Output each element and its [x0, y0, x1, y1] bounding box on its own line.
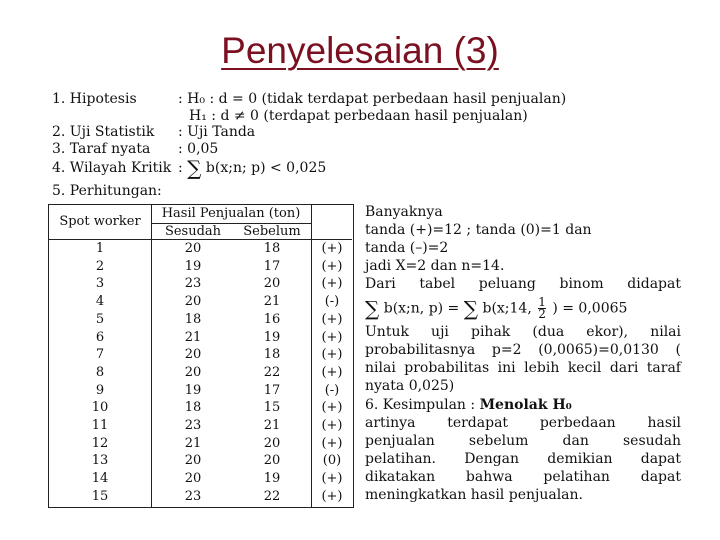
- explain-line-10: nyata 0,025): [365, 378, 455, 394]
- cell-sesudah: 18: [184, 311, 202, 327]
- cell-no: 1: [95, 241, 105, 256]
- cell-sebelum: 22: [263, 364, 281, 380]
- kesimpulan-prefix: 6. Kesimpulan :: [365, 397, 480, 413]
- slide-title: Penyelesaian (3): [221, 30, 499, 71]
- binomial-formula: [365, 297, 627, 320]
- cell-no: 4: [95, 294, 105, 310]
- perhitungan-label: 5. Perhitungan:: [52, 183, 162, 199]
- cell-no: 8: [95, 364, 105, 380]
- header-hasil-penjualan: Hasil Penjualan (ton): [161, 206, 301, 221]
- explain-line-4: jadi X=2 dan n=14.: [365, 258, 505, 274]
- cell-sesudah: 20: [184, 294, 202, 310]
- cell-no: 3: [95, 276, 105, 292]
- cell-sebelum: 20: [263, 453, 281, 469]
- fraction-half: $\frac{1}{2}$: [538, 295, 546, 321]
- cell-sign: (+): [321, 418, 343, 433]
- explain-line-2: tanda (+)=12 ; tanda (0)=1 dan: [365, 222, 592, 238]
- header-sebelum: Sebelum: [243, 224, 301, 239]
- explain-line-15: dikatakan bahwa pelatihan dapat: [365, 469, 681, 485]
- kesimpulan: [365, 396, 681, 414]
- hipotesis-label: 1. Hipotesis: [52, 91, 137, 107]
- sigma-symbol: ∑: [365, 296, 380, 321]
- formula-right: b(x;14,: [482, 300, 532, 317]
- header-sesudah: Sesudah: [164, 224, 222, 239]
- cell-sebelum: 19: [263, 329, 281, 345]
- explain-line-8: probabilitasnya p=2 (0,0065)=0,0130 (: [365, 342, 681, 358]
- cell-sesudah: 23: [184, 488, 202, 504]
- explain-line-12: artinya terdapat perbedaan hasil: [365, 415, 681, 431]
- cell-sign: (+): [321, 311, 343, 327]
- cell-sebelum: 18: [263, 347, 281, 363]
- cell-no: 5: [95, 311, 105, 327]
- sigma-symbol: ∑: [463, 296, 479, 321]
- cell-no: 6: [95, 329, 105, 345]
- explain-line-9: nilai probabilitas ini lebih kecil dari taraf: [365, 360, 681, 376]
- cell-sebelum: 18: [263, 241, 281, 256]
- formula-left: b(x;n, p) =: [383, 300, 460, 317]
- explain-line-14: pelatihan. Dengan demikian dapat: [365, 451, 681, 467]
- explain-line-1: Banyaknya: [365, 204, 443, 220]
- cell-sebelum: 15: [263, 400, 281, 416]
- cell-sign: (+): [321, 488, 343, 504]
- cell-sign: (+): [321, 241, 343, 256]
- kesimpulan-bold: Menolak H₀: [479, 397, 572, 413]
- cell-sesudah: 20: [184, 364, 202, 380]
- cell-sebelum: 21: [263, 418, 281, 433]
- wilayah-colon: :: [178, 160, 183, 176]
- cell-sesudah: 20: [184, 471, 202, 487]
- cell-no: 7: [95, 347, 105, 363]
- cell-sebelum: 17: [263, 258, 281, 274]
- cell-sesudah: 21: [184, 329, 202, 345]
- cell-sesudah: 20: [184, 453, 202, 469]
- cell-no: 11: [91, 418, 109, 433]
- cell-sign: (-): [324, 294, 340, 310]
- uji-statistik-label: 2. Uji Statistik: [52, 124, 155, 140]
- explain-line-16: meningkatkan hasil penjualan.: [365, 487, 583, 503]
- cell-sign: (+): [321, 329, 343, 345]
- formula-result: ) = 0,0065: [552, 300, 628, 317]
- cell-sebelum: 16: [263, 311, 281, 327]
- cell-sign: (0): [322, 453, 342, 469]
- cell-sebelum: 20: [263, 435, 281, 451]
- h0-statement: : H₀ : d = 0 (tidak terdapat perbedaan hasil penjualan): [178, 91, 567, 107]
- cell-no: 14: [91, 471, 109, 487]
- h1-statement: H₁ : d ≠ 0 (terdapat perbedaan hasil penjualan): [189, 108, 528, 124]
- explain-line-5: Dari tabel peluang binom didapat: [365, 276, 681, 292]
- cell-no: 13: [91, 453, 109, 469]
- cell-sesudah: 21: [184, 435, 202, 451]
- cell-sesudah: 18: [184, 400, 202, 416]
- cell-no: 10: [91, 400, 109, 416]
- cell-sebelum: 19: [263, 471, 281, 487]
- cell-sign: (+): [321, 347, 343, 363]
- cell-sign: (+): [321, 258, 343, 274]
- cell-sesudah: 23: [184, 276, 202, 292]
- explain-line-3: tanda (–)=2: [365, 240, 449, 256]
- cell-sesudah: 20: [184, 347, 202, 363]
- sigma-symbol: ∑: [187, 156, 202, 180]
- taraf-nyata-value: : 0,05: [178, 141, 219, 157]
- wilayah-kritik-label: 4. Wilayah Kritik: [52, 160, 172, 176]
- cell-no: 2: [95, 258, 105, 274]
- cell-sesudah: 23: [184, 418, 202, 433]
- explain-line-13: penjualan sebelum dan sesudah: [365, 433, 681, 449]
- header-spot-worker: Spot worker: [59, 214, 141, 229]
- cell-sign: (+): [321, 471, 343, 487]
- cell-sign: (+): [321, 364, 343, 380]
- cell-no: 9: [95, 382, 105, 398]
- sales-table: [48, 204, 354, 508]
- wilayah-kritik-value: [178, 156, 327, 180]
- cell-sebelum: 22: [263, 488, 281, 504]
- cell-sign: (-): [324, 382, 340, 398]
- explain-line-7: Untuk uji pihak (dua ekor), nilai: [365, 324, 681, 340]
- cell-sign: (+): [321, 276, 343, 292]
- cell-sebelum: 17: [263, 382, 281, 398]
- cell-sign: (+): [321, 400, 343, 416]
- wilayah-expression: b(x;n; p) < 0,025: [205, 160, 327, 176]
- taraf-nyata-label: 3. Taraf nyata: [52, 141, 151, 157]
- cell-sebelum: 21: [263, 294, 281, 310]
- cell-sign: (+): [321, 435, 343, 451]
- cell-sesudah: 19: [184, 258, 202, 274]
- cell-no: 15: [91, 488, 109, 504]
- cell-no: 12: [91, 435, 109, 451]
- uji-statistik-value: : Uji Tanda: [178, 124, 256, 140]
- cell-sesudah: 20: [184, 241, 202, 256]
- cell-sebelum: 20: [263, 276, 281, 292]
- cell-sesudah: 19: [184, 382, 202, 398]
